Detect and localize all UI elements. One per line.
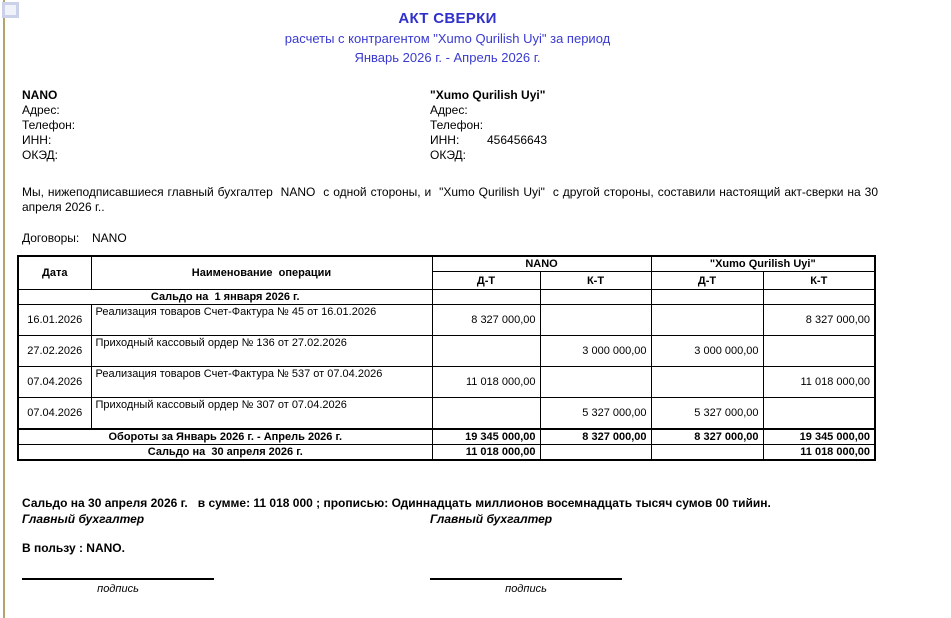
row-date: 07.04.2026 — [18, 398, 91, 429]
address-label: Адрес: — [430, 103, 468, 117]
signer-title: Главный бухгалтер — [22, 512, 145, 526]
row-ctr-credit: 8 327 000,00 — [763, 305, 875, 336]
row-nano-credit: 3 000 000,00 — [540, 336, 651, 367]
closing-ctr-credit: 11 018 000,00 — [763, 444, 875, 460]
contracts-value: NANO — [92, 231, 127, 245]
summary-line: Сальдо на 30 апреля 2026 г. в сумме: 11 018 000 ; прописью: Одиннадцать миллионов восемнадцать тысяч сумов 00 тийин. — [22, 496, 771, 510]
row-date: 07.04.2026 — [18, 367, 91, 398]
org-right-oked-row — [430, 148, 547, 163]
org-left-address-row — [22, 103, 79, 118]
org-left-oked-row — [22, 148, 79, 163]
contracts-label: Договоры: — [22, 231, 80, 245]
signature-caption: подпись — [97, 583, 139, 595]
row-ctr-credit — [763, 398, 875, 429]
signature-caption: подпись — [505, 583, 547, 595]
table-row — [18, 367, 875, 398]
org-right-address-row — [430, 103, 547, 118]
row-nano-credit — [540, 367, 651, 398]
opening-balance-label: Сальдо на 1 января 2026 г. — [18, 290, 432, 305]
row-ctr-debit — [651, 367, 763, 398]
row-operation: Реализация товаров Счет-Фактура № 45 от 16.01.2026 — [91, 305, 432, 336]
org-right-name: "Xumo Qurilish Uyi" — [430, 88, 546, 102]
row-nano-debit: 8 327 000,00 — [432, 305, 540, 336]
row-operation: Реализация товаров Счет-Фактура № 537 от 07.04.2026 — [91, 367, 432, 398]
org-right-inn-row — [430, 133, 547, 148]
col-group-nano: NANO — [432, 256, 651, 272]
closing-balance-label: Сальдо на 30 апреля 2026 г. — [18, 444, 432, 460]
col-header-nano-debit: Д-Т — [432, 272, 540, 290]
table-row — [18, 398, 875, 429]
contracts-line — [22, 231, 127, 245]
inn-value: 456456643 — [487, 133, 548, 147]
row-date: 16.01.2026 — [18, 305, 91, 336]
row-date: 27.02.2026 — [18, 336, 91, 367]
turnover-nano-debit: 19 345 000,00 — [432, 429, 540, 445]
row-nano-credit — [540, 305, 651, 336]
turnover-nano-credit: 8 327 000,00 — [540, 429, 651, 445]
turnover-ctr-debit: 8 327 000,00 — [651, 429, 763, 445]
opening-nano-debit — [432, 290, 540, 305]
closing-nano-debit: 11 018 000,00 — [432, 444, 540, 460]
col-header-nano-credit: К-Т — [540, 272, 651, 290]
oked-label: ОКЭД: — [22, 148, 59, 162]
org-left-name: NANO — [22, 88, 58, 102]
row-nano-debit — [432, 398, 540, 429]
col-header-ctr-credit: К-Т — [763, 272, 875, 290]
signature-block-right — [430, 512, 660, 595]
row-operation: Приходный кассовый ордер № 307 от 07.04.2026 — [91, 398, 432, 429]
phone-label: Телефон: — [22, 118, 76, 132]
table-header-group-row — [18, 256, 875, 272]
table-row — [18, 305, 875, 336]
closing-balance-row — [18, 444, 875, 460]
row-ctr-debit: 3 000 000,00 — [651, 336, 763, 367]
row-ctr-credit — [763, 336, 875, 367]
col-header-date: Дата — [18, 256, 91, 290]
row-nano-debit: 11 018 000,00 — [432, 367, 540, 398]
col-group-contractor: "Xumo Qurilish Uyi" — [651, 256, 875, 272]
org-left-phone-row — [22, 118, 79, 133]
phone-label: Телефон: — [430, 118, 484, 132]
opening-ctr-credit — [763, 290, 875, 305]
document-period: Январь 2026 г. - Апрель 2026 г. — [354, 50, 541, 65]
page-left-edge — [3, 0, 5, 618]
document-header — [0, 10, 895, 65]
closing-ctr-debit — [651, 444, 763, 460]
inn-label: ИНН: — [22, 133, 52, 147]
org-right-phone-row — [430, 118, 547, 133]
turnover-label: Обороты за Январь 2026 г. - Апрель 2026 г. — [18, 429, 432, 445]
signature-line — [22, 578, 214, 580]
org-block-left — [22, 88, 79, 163]
signer-title: Главный бухгалтер — [430, 512, 553, 526]
closing-nano-credit — [540, 444, 651, 460]
col-header-ctr-debit: Д-Т — [651, 272, 763, 290]
in-favor-line: В пользу : NANO. — [22, 541, 125, 555]
org-left-inn-row — [22, 133, 79, 148]
row-nano-debit — [432, 336, 540, 367]
opening-ctr-debit — [651, 290, 763, 305]
row-ctr-credit: 11 018 000,00 — [763, 367, 875, 398]
address-label: Адрес: — [22, 103, 60, 117]
table-row — [18, 336, 875, 367]
opening-nano-credit — [540, 290, 651, 305]
row-operation: Приходный кассовый ордер № 136 от 27.02.2026 — [91, 336, 432, 367]
oked-label: ОКЭД: — [430, 148, 467, 162]
intro-paragraph: Мы, нижеподписавшиеся главный бухгалтер NANO с одной стороны, и "Xumo Qurilish Uyi" с другой стороны, составили настоящий акт-сверки на 30 апреля 2026 г.. — [22, 185, 882, 214]
col-header-operation: Наименование операции — [91, 256, 432, 290]
opening-balance-row — [18, 290, 875, 305]
row-ctr-debit: 5 327 000,00 — [651, 398, 763, 429]
page-title: АКТ СВЕРКИ — [398, 10, 497, 27]
reconciliation-table — [17, 255, 876, 461]
signature-line — [430, 578, 622, 580]
row-ctr-debit — [651, 305, 763, 336]
document-subtitle: расчеты с контрагентом "Xumo Qurilish Uyi" за период — [284, 31, 611, 46]
inn-label: ИНН: — [430, 133, 460, 147]
turnover-row — [18, 429, 875, 445]
signature-block-left — [22, 512, 252, 595]
org-block-right — [430, 88, 547, 163]
row-nano-credit: 5 327 000,00 — [540, 398, 651, 429]
turnover-ctr-credit: 19 345 000,00 — [763, 429, 875, 445]
